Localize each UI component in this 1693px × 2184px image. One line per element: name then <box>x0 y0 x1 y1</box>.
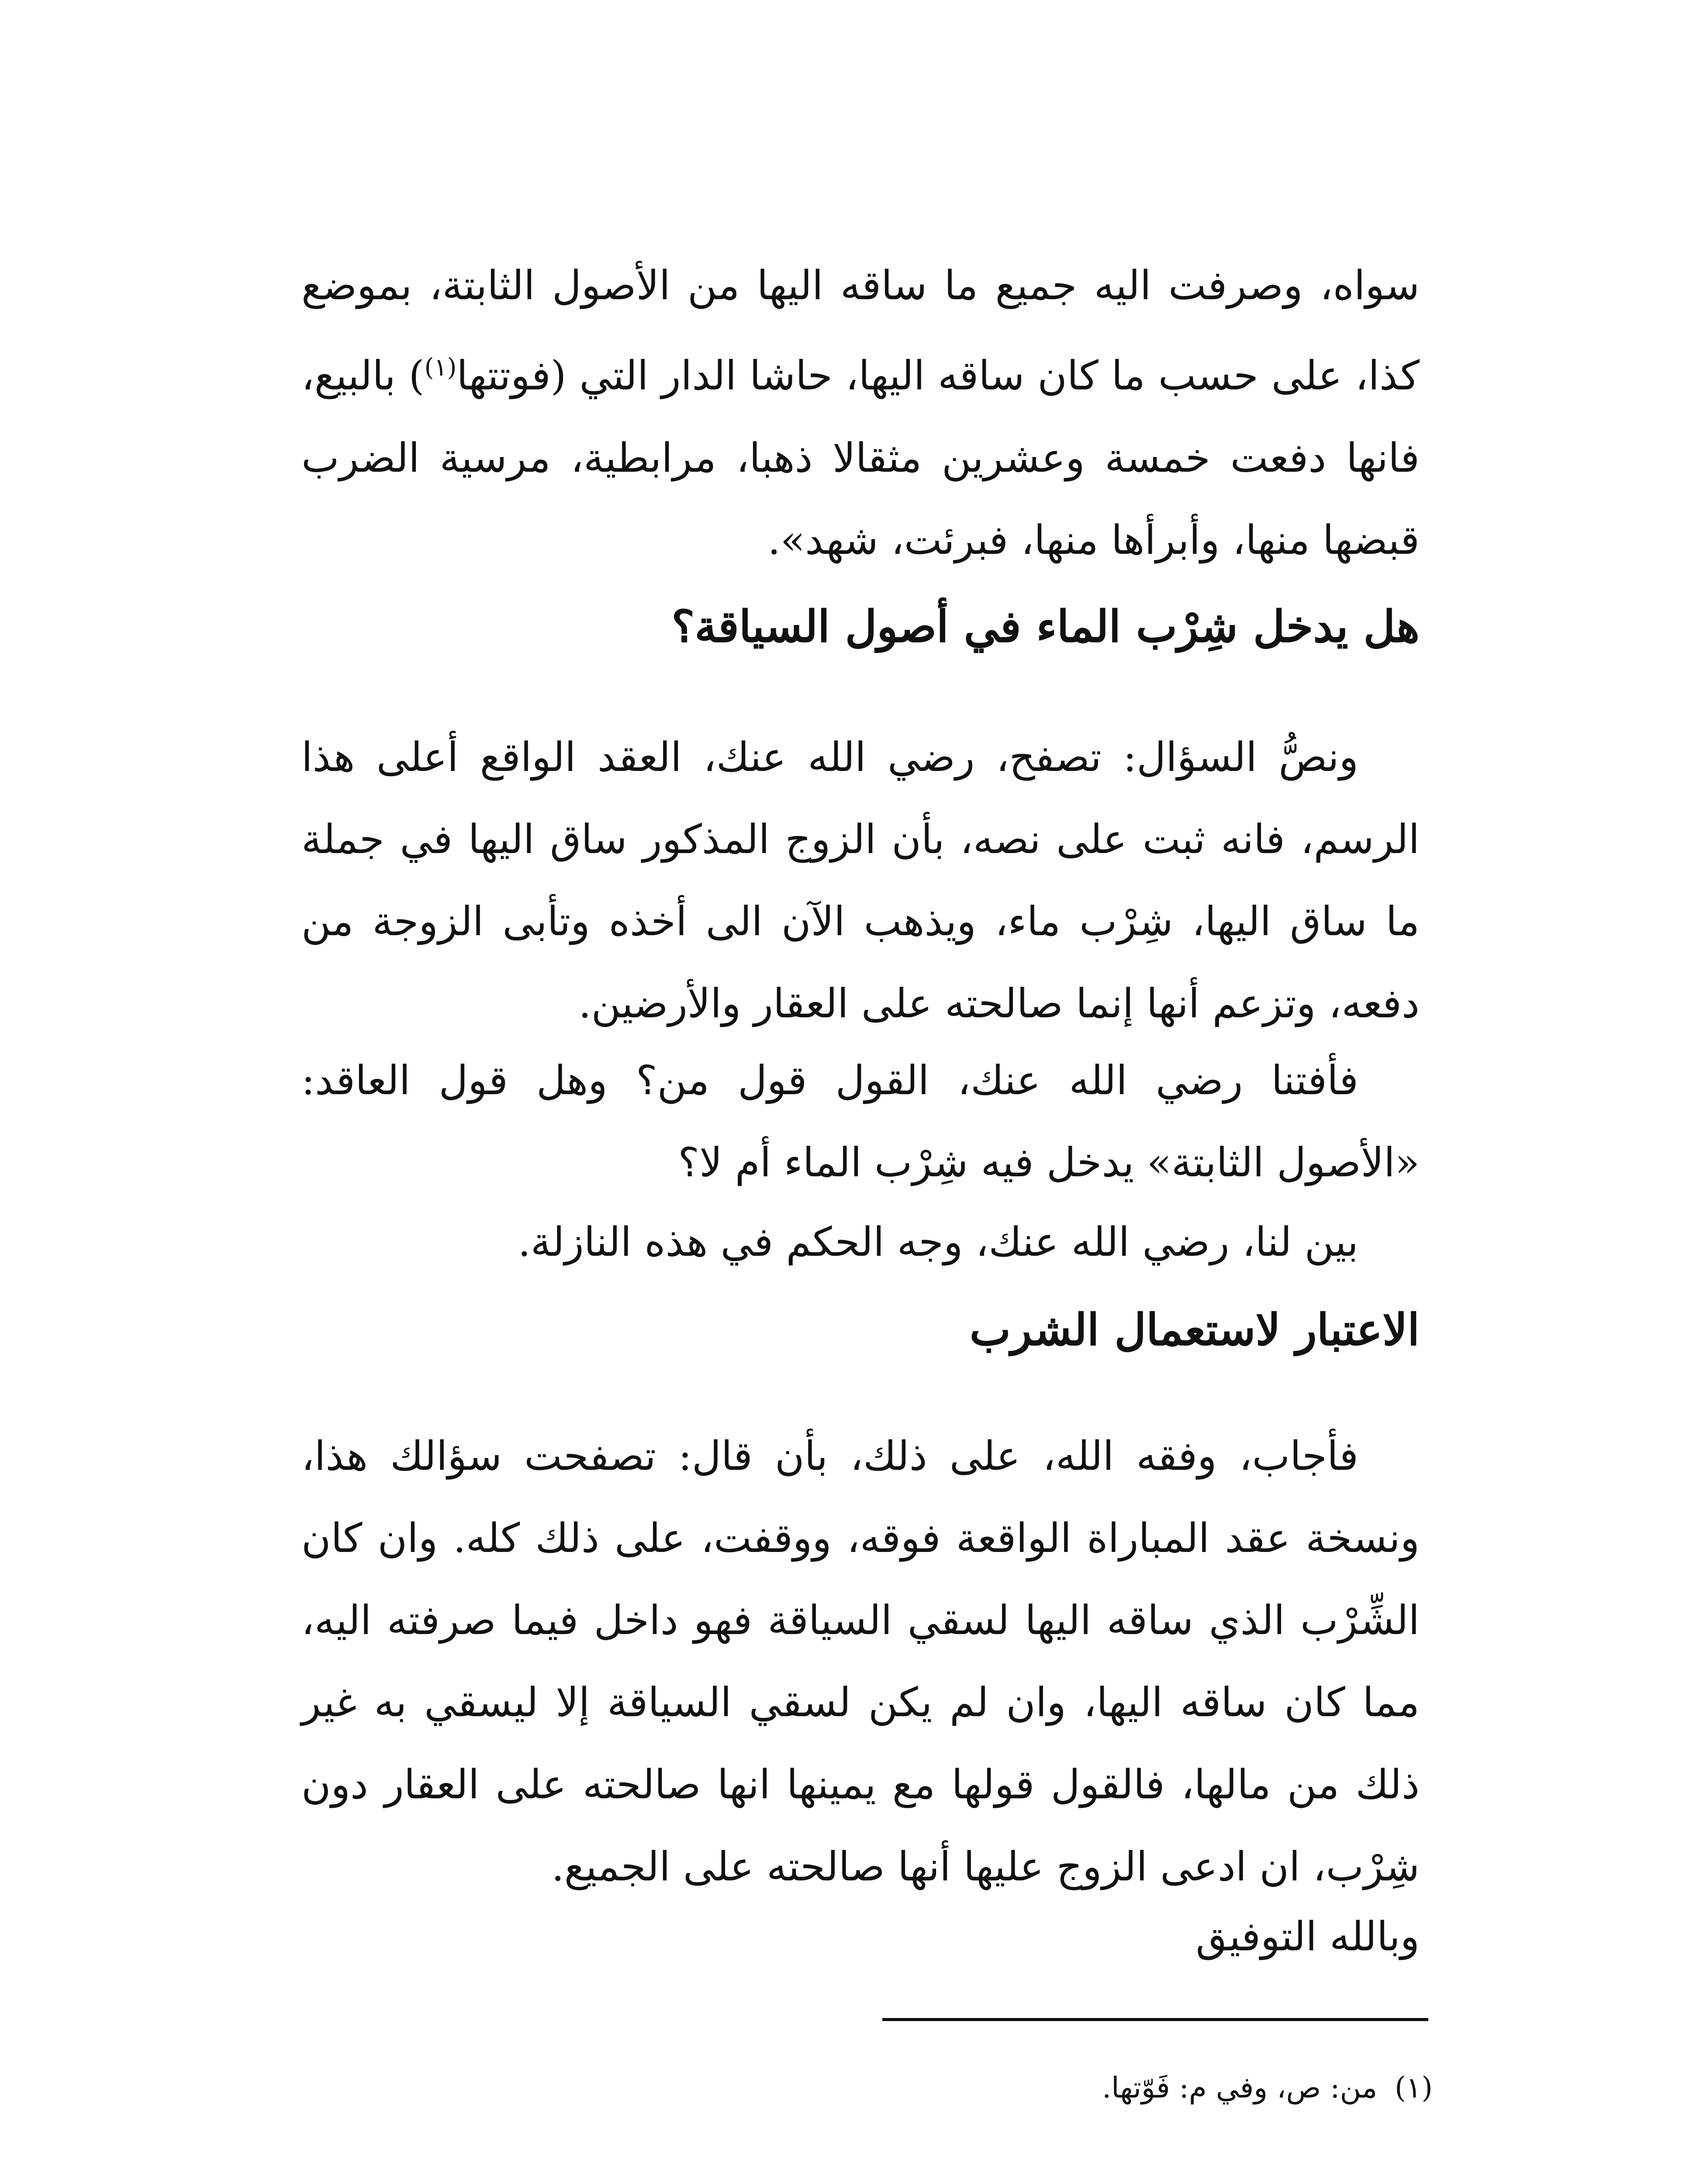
footnote-text: من: ص، وفي م: فَوّتها. <box>1102 2071 1378 2105</box>
question-closing-paragraph: بين لنا، رضي الله عنك، وجه الحكم في هذه النازلة. <box>518 1219 1358 1265</box>
section-heading-usage: الاعتبار لاستعمال الشرب <box>969 1304 1420 1355</box>
paragraph-continuation <box>301 245 1420 581</box>
paragraph-text-rest: ) بالبيع، فانها دفعت خمسة وعشرين مثقالا ذهبا، مرابطية، مرسية الضرب قبضها منها، وأبرأها منها، فبرئت، شهد». <box>301 352 1420 563</box>
footnote <box>830 2062 1433 2114</box>
paragraph-text: سواه، وصرفت اليه جميع ما ساقه اليها من الأصول الثابتة، بموضع كذا، على حسب ما كان ساقه اليها، حاشا الدار التي (فوتتها <box>301 262 1420 399</box>
footnote-number: (١) <box>1395 2071 1433 2105</box>
section-heading-water-rights: هل يدخل شِرْب الماء في أصول السياقة؟ <box>671 601 1420 652</box>
page-number <box>743 2180 961 2184</box>
answer-paragraph: فأجاب، وفقه الله، على ذلك، بأن قال: تصفحت سؤالك هذا، ونسخة عقد المباراة الواقعة فوقه، ووقفت، على ذلك كله. وان كان الشِّرْب الذي ساقه اليها لسقي السياقة فهو داخل فيما صرفته اليه، مما كان ساقه اليها، وان لم يكن لسقي السياقة إلا ليسقي به غير ذلك من مالها، فالقول قولها مع يمينها انها صالحته على العقار دون شِرْب، ان ادعى الزوج عليها أنها صالحته على الجميع. <box>301 1433 1420 1890</box>
question-request-paragraph: فأفتنا رضي الله عنك، القول قول من؟ وهل قول العاقد: «الأصول الثابتة» يدخل فيه شِرْب الماء أم لا؟ <box>301 1057 1420 1186</box>
footnote-reference: (١) <box>424 353 457 382</box>
footnote-divider <box>882 2018 1428 2021</box>
closing-formula: وبالله التوفيق <box>1195 1913 1420 1960</box>
question-paragraph: ونصُّ السؤال: تصفح، رضي الله عنك، العقد الواقع أعلى هذا الرسم، فانه ثبت على نصه، بأن الزوج المذكور ساق اليها في جملة ما ساق اليها، شِرْب ماء، ويذهب الآن الى أخذه وتأبى الزوجة من دفعه، وتزعم أنها إنما صالحته على العقار والأرضين. <box>301 734 1420 1027</box>
